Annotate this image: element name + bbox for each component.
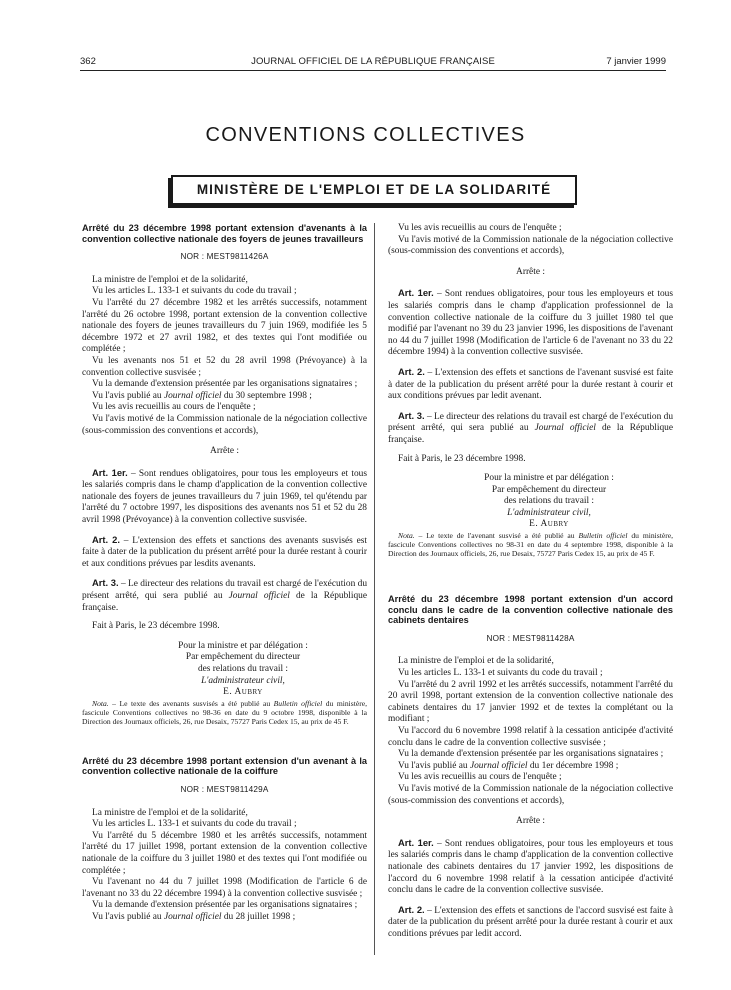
signature-line: Par empêchement du directeur (491, 484, 607, 495)
article-number: Art. 1er. (398, 836, 434, 848)
arrete-label: Arrête : (516, 266, 545, 277)
paragraph: Vu l'accord du 6 novembre 1998 relatif à la cessation anticipée d'activité conclu dans le cadre de la convention collective susvisée ; (388, 726, 673, 748)
text: Vu l'avis publié au (92, 390, 164, 401)
text: Vu l'avis publié au (398, 760, 470, 771)
article-text: de la République française. (82, 591, 367, 613)
paragraph: Vu la demande d'extension présentée par les organisations signataires ; (92, 900, 358, 911)
paragraph: La ministre de l'emploi et de la solidarité, (92, 807, 248, 818)
bulletin-name: Bulletin officiel (578, 531, 628, 541)
header-rule (80, 70, 666, 71)
nor-reference: NOR : MEST9811429A (180, 784, 269, 794)
article (388, 410, 673, 447)
article (388, 287, 673, 359)
paragraph: La ministre de l'emploi et de la solidarité, (92, 274, 248, 285)
journal-name: Journal officiel (163, 911, 222, 922)
paragraph (82, 391, 367, 403)
text: du 1er décembre 1998 ; (527, 760, 619, 771)
paragraph: Vu les avenants nos 51 et 52 du 28 avril 1998 (Prévoyance) à la convention collective susvisée ; (82, 355, 367, 378)
article-number: Art. 2. (398, 903, 425, 915)
right-column (388, 223, 673, 941)
paragraph: Vu la demande d'extension présentée par les organisations signataires ; (398, 749, 664, 760)
ministry-box (171, 175, 577, 205)
article-number: Art. 3. (92, 577, 119, 589)
signature-title: L'administrateur civil, (507, 507, 591, 518)
left-column (82, 223, 367, 924)
signature-line: Pour la ministre et par délégation : (484, 473, 614, 484)
article-number: Art. 3. (398, 409, 425, 421)
signature-block (388, 473, 673, 531)
bulletin-name: Bulletin officiel (273, 698, 323, 708)
signature-line: Par empêchement du directeur (185, 652, 301, 663)
article-number: Art. 2. (398, 365, 425, 377)
journal-name: Journal officiel (534, 423, 596, 434)
decree-heading: Arrêté du 23 décembre 1998 portant extension d'un accord conclu dans le cadre de la convention collective nationale des cabinets dentaires (388, 594, 673, 626)
paragraph: Vu l'arrêté du 5 décembre 1980 et les arrêtés successifs, notamment l'arrêté du 17 juillet 1998, portant extension de la convention collective nationale de la coiffure du 3 juillet 1980 et des textes qui l'ont modifiée ou complétée ; (82, 830, 367, 876)
nor-reference: NOR : MEST9811428A (486, 633, 575, 643)
spacer (82, 726, 367, 756)
journal-name: Journal officiel (163, 390, 222, 401)
article-text: – Le directeur des relations du travail est chargé de l'exécution du présent arrêté, qui sera publié au (82, 579, 368, 602)
signature-title: L'administrateur civil, (201, 675, 285, 686)
signature-line: Pour la ministre et par délégation : (178, 640, 308, 651)
done-at: Fait à Paris, le 23 décembre 1998. (398, 453, 526, 464)
article-text: – Le directeur des relations du travail est chargé de l'exécution du présent arrêté, qui sera publié au (388, 411, 674, 434)
journal-title: JOURNAL OFFICIEL DE LA RÉPUBLIQUE FRANÇAISE (251, 56, 495, 67)
nota (82, 699, 367, 726)
article-number: Art. 1er. (398, 287, 434, 299)
journal-name: Journal officiel (228, 591, 290, 602)
article (82, 534, 367, 571)
nota-text: du ministère, fascicule Conventions collectives no 98-31 en date du 4 septembre 1998, disponible à la Direction des Journaux officiels, 26, rue Desaix, 75727 Paris Cedex 15, au prix de 45 F. (388, 531, 674, 559)
nota-label: Nota. (92, 698, 109, 708)
nota (388, 531, 673, 558)
nota-text: du ministère, fascicule Conventions collectives no 98-36 en date du 9 octobre 1998, disponible à la Direction des Journaux officiels, 26, rue Desaix, 75727 Paris Cedex 15, au prix de 45 F. (82, 698, 368, 726)
page-number: 362 (80, 56, 96, 67)
paragraph: Vu l'arrêté du 2 avril 1992 et les arrêtés successifs, notamment l'arrêté du 20 avril 1998, portant extension de la convention collective nationale des cabinets dentaires du 17 janvier 1992 et de textes la complétant ou la modifiant ; (388, 679, 673, 725)
paragraph: Vu l'avis motivé de la Commission nationale de la négociation collective (sous-commission des conventions et accords), (388, 783, 673, 806)
article (388, 837, 673, 897)
decree-heading: Arrêté du 23 décembre 1998 portant extension d'un avenant à la convention collective nationale de la coiffure (82, 755, 367, 777)
article-text: – Sont rendues obligatoires, pour tous les employeurs et tous les salariés compris dans le champ d'application de la convention collective nationale des cabinets dentaires du 17 janvier 1992, les dispositions de l'accord du 6 novembre 1998 relatif à la cessation anticipée d'activité conclu dans le cadre de la convention collective susvisée. (388, 838, 673, 896)
arrete-label: Arrête : (210, 446, 239, 457)
paragraph: Vu les articles L. 133-1 et suivants du code du travail ; (398, 668, 603, 679)
article-number: Art. 2. (92, 533, 120, 545)
signature-line: des relations du travail : (197, 664, 289, 674)
article-text: – L'extension des effets et sanctions de l'avenant susvisé est faite à dater de la publication du présent arrêté pour la durée restant à courir et aux conditions prévues par ledit avenant. (388, 367, 673, 402)
paragraph: Vu l'arrêté du 27 décembre 1982 et les arrêtés successifs, notamment l'arrêté du 26 octobre 1998, portant extension de la convention collective nationale des foyers de jeunes travailleurs du 7 juin 1969, modifiée les 5 décembre 1972 et 27 avril 1982, et des textes qui l'ont modifiée ou complétée ; (82, 297, 367, 355)
signatory-name: E. Aubry (529, 519, 569, 530)
paragraph: Vu les articles L. 133-1 et suivants du code du travail ; (92, 286, 297, 297)
article (82, 577, 367, 614)
article-text: – Sont rendues obligatoires, pour tous les employeurs et tous les salariés compris dans le champ d'application de la convention collective nationale des foyers de jeunes travailleurs du 7 juin 1969, tel qu'étendu par l'arrêté du 7 octobre 1997, les dispositions des avenants nos 51 et 52 du 28 avril 1998 (Prévoyance) à la convention collective susvisée. (82, 468, 367, 526)
paragraph: Vu la demande d'extension présentée par les organisations signataires ; (92, 379, 358, 390)
signature-line: des relations du travail : (503, 496, 595, 507)
paragraph: Vu les avis recueillis au cours de l'enquête ; (92, 402, 256, 413)
article (388, 904, 673, 941)
paragraph: Vu l'avenant no 44 du 7 juillet 1998 (Modification de l'article 6 de l'avenant no 33 du 22 décembre 1994) à la convention collective susvisée ; (82, 877, 367, 899)
section-title: CONVENTIONS COLLECTIVES (205, 124, 526, 146)
running-header (80, 56, 666, 70)
ministry-name: MINISTÈRE DE L'EMPLOI ET DE LA SOLIDARITÉ (196, 182, 552, 197)
paragraph (388, 761, 673, 773)
article (388, 366, 673, 403)
paragraph: Vu les avis recueillis au cours de l'enquête ; (398, 772, 562, 783)
arrete-label: Arrête : (516, 816, 545, 827)
paragraph: La ministre de l'emploi et de la solidarité, (398, 656, 554, 667)
text: du 30 septembre 1998 ; (221, 390, 312, 401)
paragraph: Vu les avis recueillis au cours de l'enquête ; (398, 223, 562, 233)
paragraph: Vu les articles L. 133-1 et suivants du code du travail ; (92, 819, 297, 830)
text: Vu l'avis publié au (92, 911, 164, 922)
article-number: Art. 1er. (92, 466, 128, 478)
nota-label: Nota. (398, 531, 415, 541)
journal-name: Journal officiel (469, 760, 528, 771)
issue-date: 7 janvier 1999 (606, 56, 666, 67)
article-text: de la République française. (388, 423, 673, 445)
decree-heading: Arrêté du 23 décembre 1998 portant extension d'avenants à la convention collective nationale des foyers de jeunes travailleurs (82, 223, 367, 244)
nor-reference: NOR : MEST9811426A (180, 252, 269, 262)
column-divider (374, 223, 375, 955)
nota-text: – Le texte de l'avenant susvisé a été publié au (414, 531, 579, 541)
done-at: Fait à Paris, le 23 décembre 1998. (92, 621, 220, 632)
text: du 28 juillet 1998 ; (221, 911, 296, 922)
paragraph: Vu l'avis motivé de la Commission nationale de la négociation collective (sous-commission des conventions et accords), (82, 413, 367, 436)
paragraph: Vu l'avis motivé de la Commission nationale de la négociation collective (sous-commission des conventions et accords), (388, 234, 673, 257)
signatory-name: E. Aubry (223, 687, 263, 698)
signature-block (82, 641, 367, 699)
paragraph (82, 912, 367, 924)
article-text: – Sont rendues obligatoires, pour tous les employeurs et tous les salariés compris dans le champ d'application professionnel de la convention collective nationale de la coiffure du 3 juillet 1980 tel que modifié par l'avenant no 39 du 23 janvier 1996, les dispositions de l'avenant no 44 du 7 juillet 1998 (Modification de l'article 6 de l'avenant no 33 du 22 décembre 1994) à la convention collective susvisée. (388, 289, 673, 358)
article-text: – L'extension des effets et sanctions de l'accord susvisé est faite à dater de la publication du présent arrêté pour la durée restant à courir et aux conditions prévues par ledit accord. (388, 905, 673, 939)
nota-text: – Le texte des avenants susvisés a été publié au (108, 698, 274, 708)
article-text: – L'extension des effets et sanctions des avenants susvisés est faite à dater de la publication du présent arrêté pour la durée restant à courir et aux conditions prévues par lesdits avenants. (82, 535, 367, 569)
spacer (388, 558, 673, 594)
article (82, 467, 367, 527)
